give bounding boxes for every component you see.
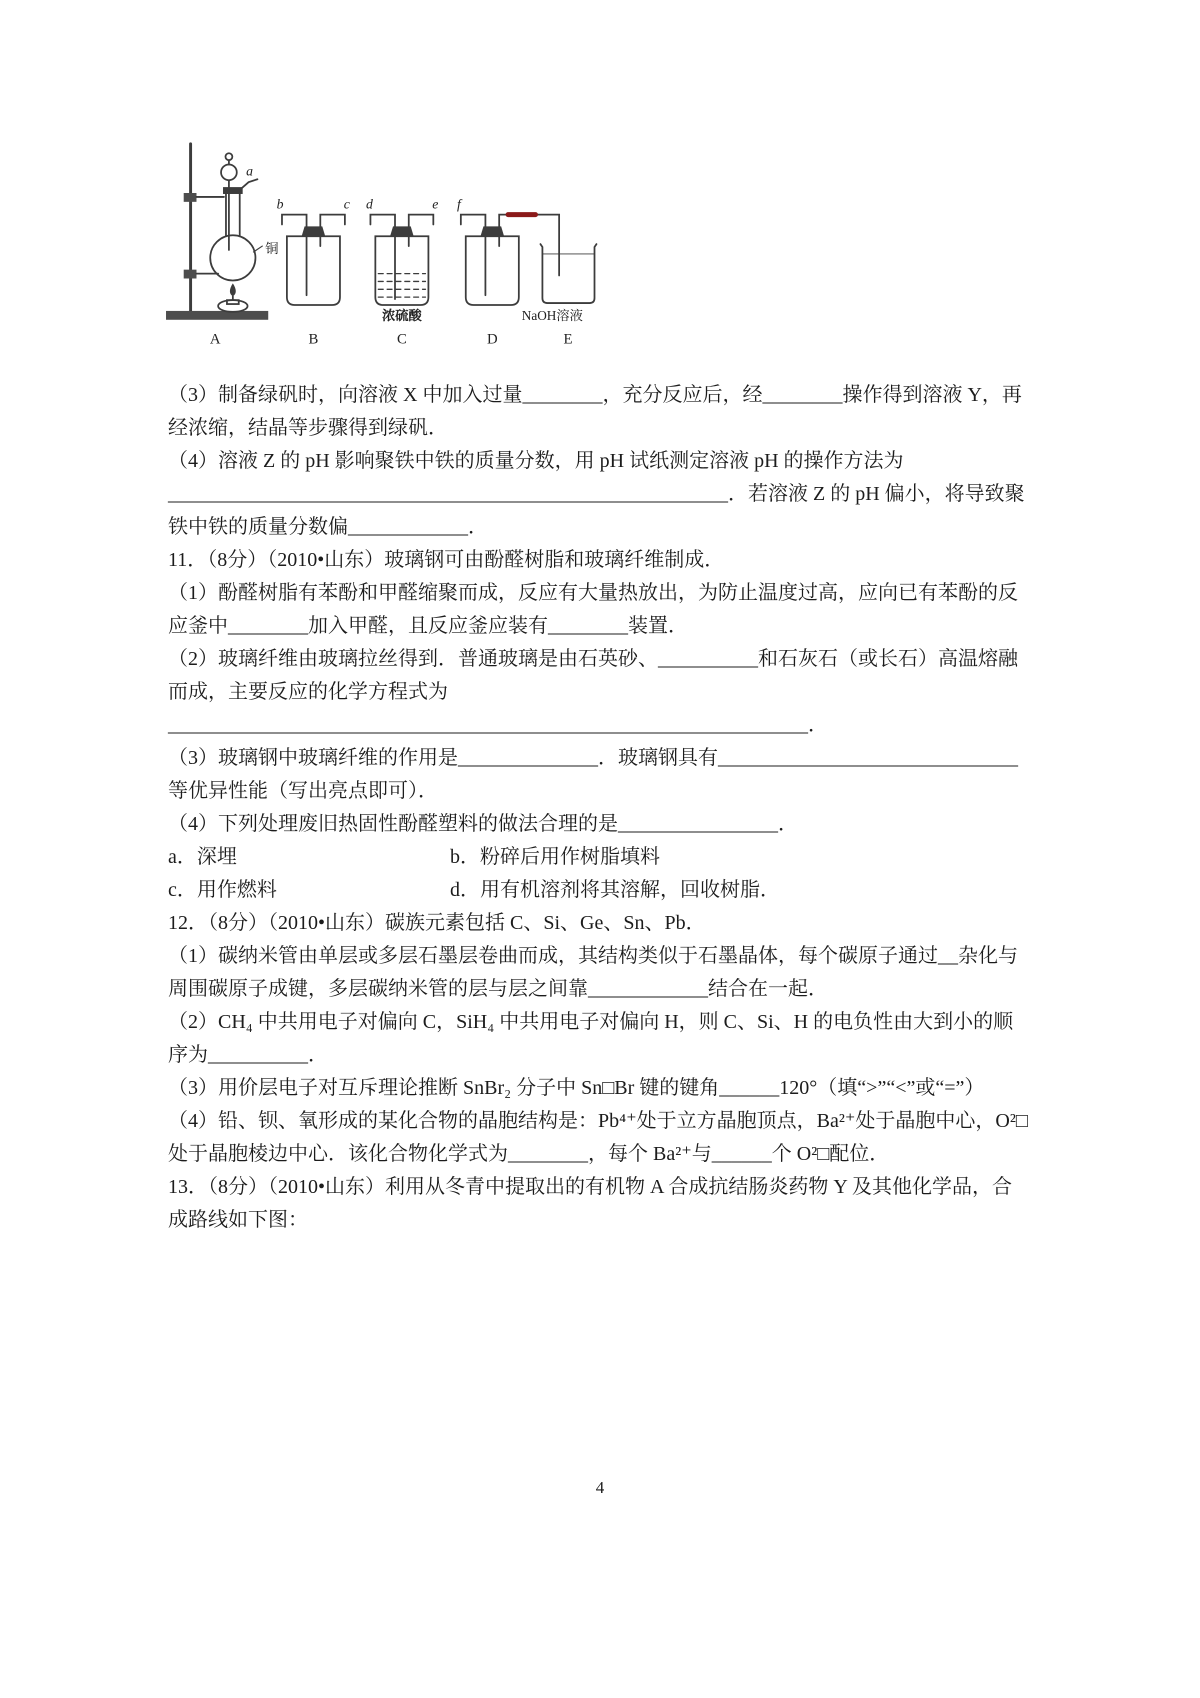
apparatus-figure xyxy=(164,136,1032,369)
question-11-options-row-2 xyxy=(168,874,1032,907)
gas-washing-bottle-B xyxy=(282,215,345,305)
option-a: a．深埋 xyxy=(168,846,237,868)
apparatus-label-B: B xyxy=(308,331,319,348)
option-b: b．粉碎后用作树脂填料 xyxy=(450,846,660,868)
question-11-part-1: （1）酚醛树脂有苯酚和甲醛缩聚而成，反应有大量热放出，为防止温度过高，应向已有苯酚的反应釜中________加入甲醛，且反应釜应装有________装置． xyxy=(168,582,1018,637)
question-12-part-1: （1）碳纳米管由单层或多层石墨层卷曲而成，其结构类似于石墨晶体，每个碳原子通过__杂化与周围碳原子成键，多层碳纳米管的层与层之间靠____________结合在一起． xyxy=(168,945,1018,1000)
question-12-part-4: （4）铅、钡、氧形成的某化合物的晶胞结构是：Pb⁴⁺处于立方晶胞顶点，Ba²⁺处于晶胞中心，O²□处于晶胞棱边中心．该化合物化学式为________，每个 Ba²⁺与______个 O²□配位． xyxy=(168,1110,1028,1165)
copper-label: 铜 xyxy=(265,240,279,256)
question-13-header: 13．（8分）（2010•山东）利用从冬青中提取出的有机物 A 合成抗结肠炎药物 Y 及其他化学品，合成路线如下图： xyxy=(168,1176,1013,1231)
round-bottom-flask-with-funnel xyxy=(210,153,262,280)
option-c: c．用作燃料 xyxy=(168,879,277,901)
sulfuric-acid-label: 浓硫酸 xyxy=(381,307,422,323)
question-10-part-4: （4）溶液 Z 的 pH 影响聚铁中铁的质量分数，用 pH 试纸测定溶液 pH 的操作方法为________________________________________________________．若溶液 Z 的 pH 偏小，将导致聚铁中铁的质量分数偏____________． xyxy=(168,450,1025,538)
apparatus-diagram xyxy=(164,136,626,364)
port-label-d: d xyxy=(366,196,373,212)
apparatus-label-A: A xyxy=(209,331,221,348)
question-11-part-4: （4）下列处理废旧热固性酚醛塑料的做法合理的是________________． xyxy=(168,813,798,835)
naoh-solution-label: NaOH溶液 xyxy=(521,307,583,323)
question-11-part-2: （2）玻璃纤维由玻璃拉丝得到．普通玻璃是由石英砂、__________和石灰石（或长石）高温熔融而成，主要反应的化学方程式为________________________________________________________________． xyxy=(168,648,1018,736)
option-d: d．用有机溶剂将其溶解，回收树脂． xyxy=(450,879,780,901)
question-12-header: 12．（8分）（2010•山东）碳族元素包括 C、Si、Ge、Sn、Pb． xyxy=(168,912,706,934)
gas-washing-bottle-C xyxy=(370,215,433,305)
question-12-part-2: （2）CH₄ 中共用电子对偏向 C，SiH₄ 中共用电子对偏向 H，则 C、Si、H 的电负性由大到小的顺序为__________． xyxy=(168,1011,1014,1066)
question-11-header: 11．（8分）（2010•山东）玻璃钢可由酚醛树脂和玻璃纤维制成． xyxy=(168,549,725,571)
page-number: 4 xyxy=(595,1478,605,1497)
port-label-e: e xyxy=(432,196,439,212)
beaker-E xyxy=(540,244,596,303)
question-11-options-row-1 xyxy=(168,841,1032,874)
question-10-part-3: （3）制备绿矾时，向溶液 X 中加入过量________，充分反应后，经________操作得到溶液 Y，再经浓缩，结晶等步骤得到绿矾． xyxy=(168,384,1022,439)
apparatus-label-E: E xyxy=(563,331,573,348)
apparatus-label-D: D xyxy=(486,331,498,348)
gas-washing-bottle-D xyxy=(461,215,559,305)
liquid-level-lines xyxy=(378,274,425,298)
port-label-b: b xyxy=(276,196,284,212)
port-label-f: f xyxy=(456,196,461,212)
question-12-part-3: （3）用价层电子对互斥理论推断 SnBr₂ 分子中 Sn□Br 键的键角______120°（填“>”“<”或“=”） xyxy=(168,1077,985,1099)
apparatus-label-C: C xyxy=(396,331,407,348)
alcohol-lamp xyxy=(218,283,247,312)
port-label-c: c xyxy=(343,196,350,212)
port-label-a: a xyxy=(246,163,253,179)
question-11-part-3: （3）玻璃钢中玻璃纤维的作用是______________．玻璃钢具有______________________________等优异性能（写出亮点即可）． xyxy=(168,747,1018,802)
